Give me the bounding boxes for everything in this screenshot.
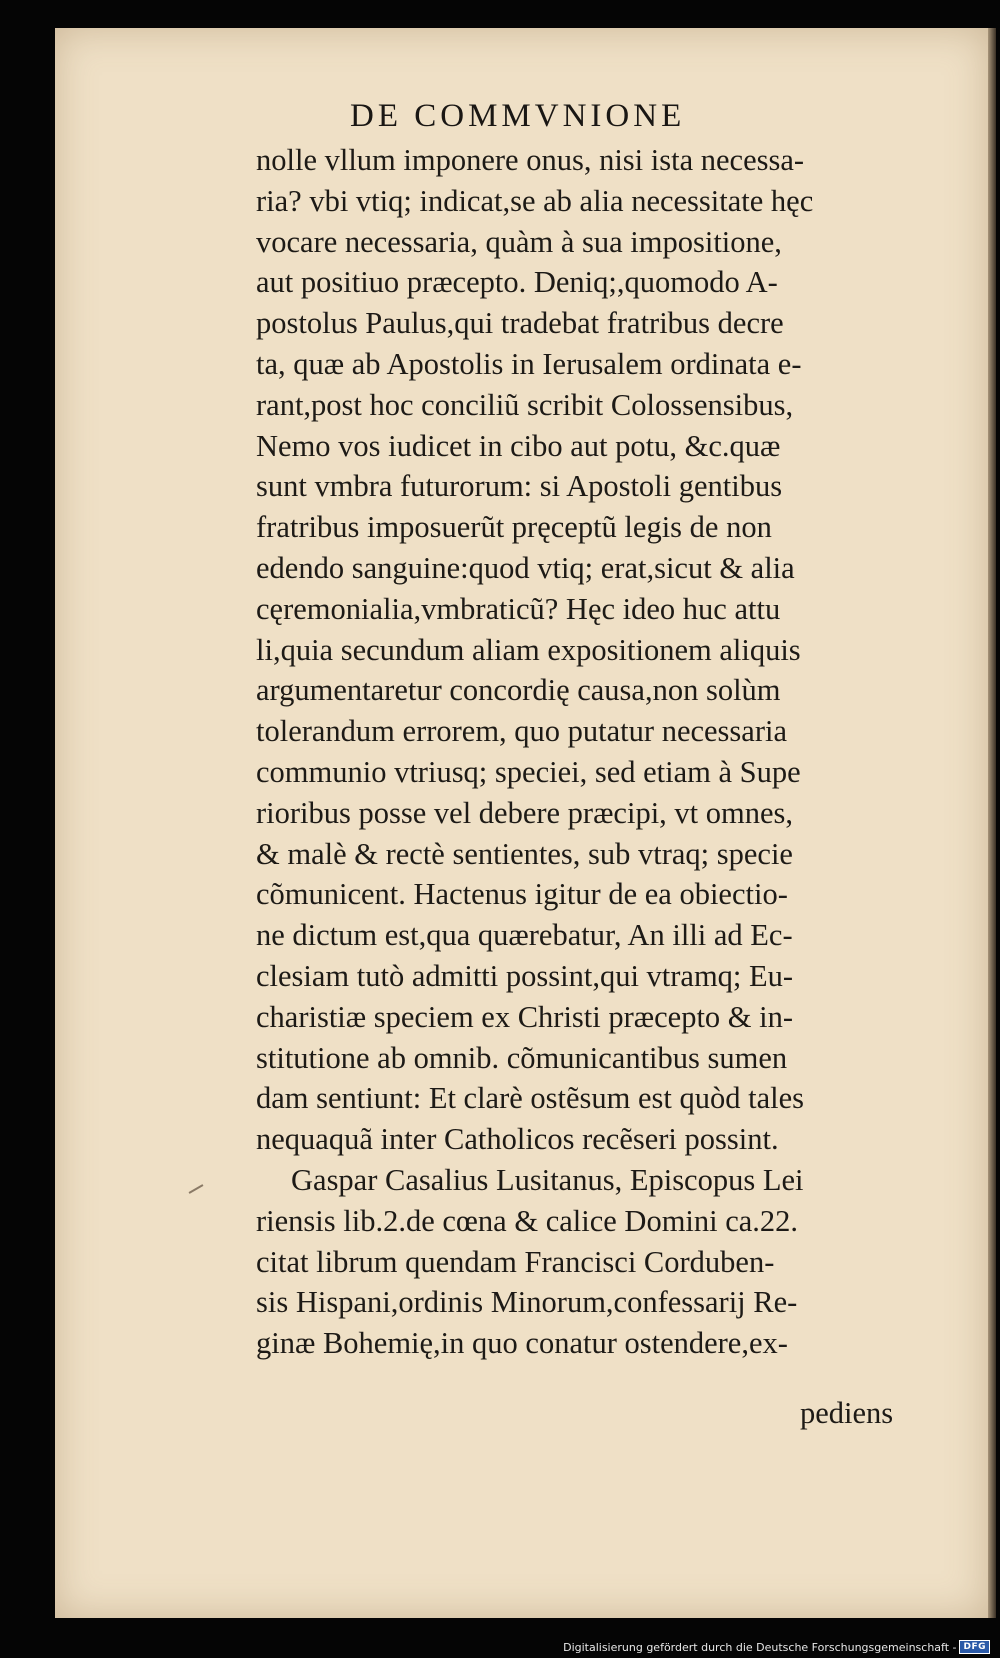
text-line: dam sentiunt: Et clarè ostẽsum est quòd tales	[256, 1081, 805, 1116]
credit-text: Digitalisierung gefördert durch die Deutsche Forschungsgemeinschaft -	[563, 1640, 957, 1654]
page-edge	[988, 28, 996, 1618]
text-line: nequaquã inter Catholicos recẽseri possint.	[256, 1122, 779, 1157]
text-line: fratribus imposuerũt pręceptũ legis de non	[256, 510, 772, 545]
text-line: rant,post hoc conciliũ scribit Colossensibus,	[256, 387, 794, 422]
text-line: stitutione ab omnib. cõmunicantibus sumen	[256, 1040, 788, 1075]
dfg-logo: DFG	[959, 1640, 990, 1654]
text-line: ne dictum est,qua quærebatur, An illi ad Ec-	[256, 918, 793, 953]
text-line: cęremonialia,vmbraticũ? Hęc ideo huc attu	[256, 591, 781, 626]
digitization-credit	[563, 1640, 990, 1654]
body-text	[256, 140, 946, 1364]
text-line: clesiam tutò admitti possint,qui vtramq; Eu-	[256, 958, 794, 993]
text-line: ginæ Bohemię,in quo conatur ostendere,ex-	[256, 1326, 788, 1361]
text-line: riensis lib.2.de cœna & calice Domini ca.22.	[256, 1203, 799, 1238]
text-line: Gaspar Casalius Lusitanus, Episcopus Lei	[291, 1162, 804, 1197]
running-head: DE COMMVNIONE	[350, 98, 686, 134]
text-line: li,quia secundum aliam expositionem aliquis	[256, 632, 801, 667]
text-line: Nemo vos iudicet in cibo aut potu, &c.quæ	[256, 428, 781, 463]
text-line: sis Hispani,ordinis Minorum,confessarij Re-	[256, 1285, 798, 1320]
text-line: & malè & rectè sentientes, sub vtraq; specie	[256, 836, 793, 871]
text-line: ria? vbi vtiq; indicat,se ab alia necessitate hęc	[256, 183, 814, 218]
catchword: pediens	[800, 1396, 894, 1430]
text-line: postolus Paulus,qui tradebat fratribus decre	[256, 306, 784, 341]
text-line: edendo sanguine:quod vtiq; erat,sicut & alia	[256, 550, 795, 585]
text-line: rioribus posse vel debere præcipi, vt omnes,	[256, 795, 794, 830]
text-line: vocare necessaria, quàm à sua impositione,	[256, 224, 782, 259]
text-line: charistiæ speciem ex Christi præcepto & in-	[256, 999, 794, 1034]
text-line: cõmunicent. Hactenus igitur de ea obiectio-	[256, 877, 788, 912]
text-line: communio vtriusq; speciei, sed etiam à Supe	[256, 754, 801, 789]
text-line: argumentaretur concordię causa,non solùm	[256, 673, 781, 708]
text-line: ta, quæ ab Apostolis in Ierusalem ordinata e-	[256, 346, 802, 381]
text-line: sunt vmbra futurorum: si Apostoli gentibus	[256, 469, 783, 504]
text-line: nolle vllum imponere onus, nisi ista necessa-	[256, 143, 805, 177]
text-line: aut positiuo præcepto. Deniq;,quomodo A-	[256, 265, 778, 300]
text-line: citat librum quendam Francisci Corduben-	[256, 1244, 775, 1279]
text-line: tolerandum errorem, quo putatur necessaria	[256, 714, 787, 749]
